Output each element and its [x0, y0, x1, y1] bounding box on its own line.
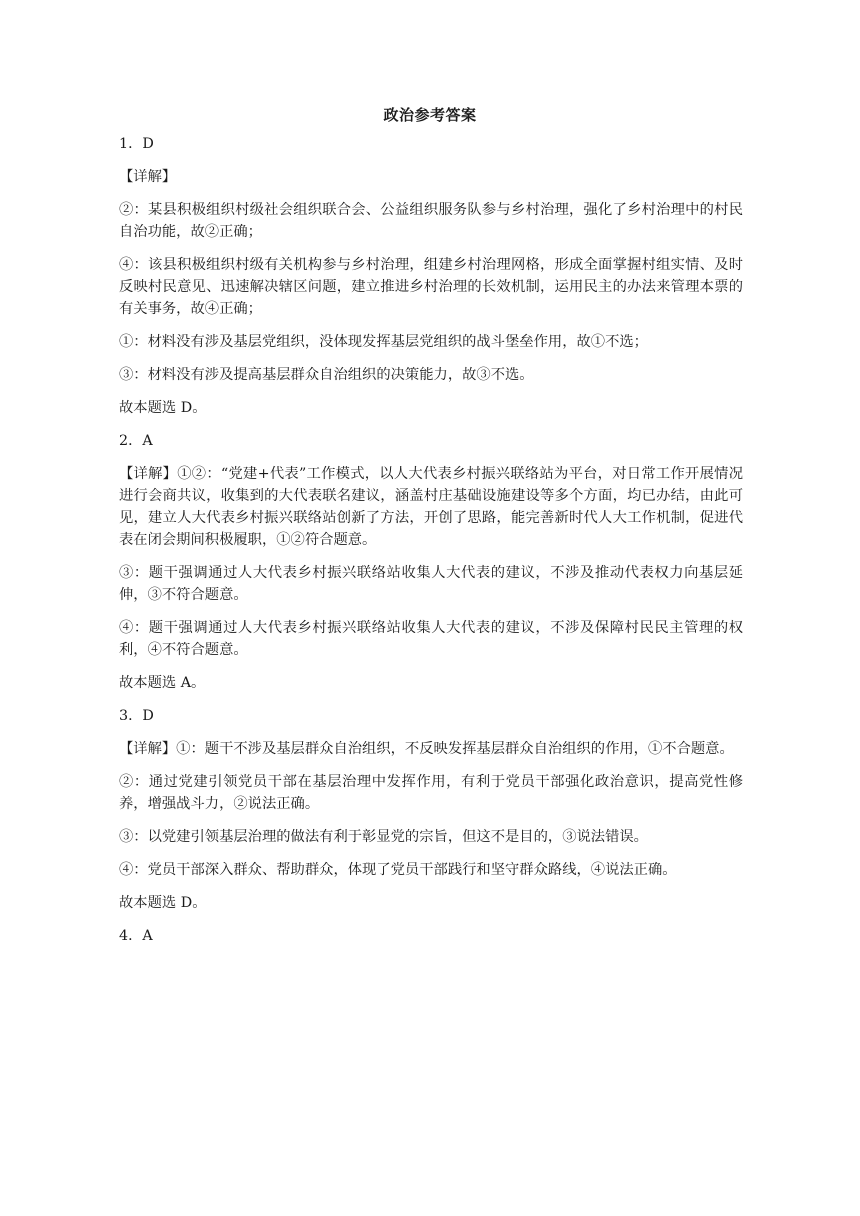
explanation-paragraph: ④：党员干部深入群众、帮助群众，体现了党员干部践行和坚守群众路线，④说法正确。 — [119, 862, 677, 878]
question-number: 2．A — [119, 433, 153, 449]
question-number: 3．D — [119, 708, 154, 724]
answer-conclusion: 故本题选 D。 — [119, 895, 207, 911]
explanation-paragraph: 【详解】①②：“党建+代表”工作模式，以人大代表乡村振兴联络站为平台，对日常工作开展情况进行会商共议，收集到的大代表联名建议，涵盖村庄基础设施建设等多个方面，均已办结，由此可见，建立人大代表乡村振兴联络站创新了方法，开创了思路，能完善新时代人大工作机制，促进代表在闭会期间积极履职，①②符合题意。 — [119, 466, 743, 548]
answer-conclusion: 故本题选 A。 — [119, 675, 206, 691]
explanation-heading: 【详解】 — [119, 169, 177, 185]
explanation-paragraph: ③：材料没有涉及提高基层群众自治组织的决策能力，故③不选。 — [119, 367, 534, 383]
explanation-paragraph: 【详解】①：题干不涉及基层群众自治组织，不反映发挥基层群众自治组织的作用，①不合题意。 — [119, 741, 734, 757]
explanation-paragraph: ④：该县积极组织村级有关机构参与乡村治理，组建乡村治理网格，形成全面掌握村组实情、及时反映村民意见、迅速解决辖区问题，建立推进乡村治理的长效机制，运用民主的办法来管理本票的有关事务，故④正确； — [119, 257, 743, 317]
explanation-paragraph: ①：材料没有涉及基层党组织，没体现发挥基层党组织的战斗堡垒作用，故①不选； — [119, 334, 648, 350]
question-number: 4．A — [119, 928, 153, 944]
explanation-paragraph: ④：题干强调通过人大代表乡村振兴联络站收集人大代表的建议，不涉及保障村民民主管理的权利，④不符合题意。 — [119, 620, 743, 658]
explanation-paragraph: ③：题干强调通过人大代表乡村振兴联络站收集人大代表的建议，不涉及推动代表权力向基层延伸，③不符合题意。 — [119, 565, 743, 603]
page-title: 政治参考答案 — [383, 106, 477, 124]
question-number: 1．D — [119, 136, 154, 152]
explanation-paragraph: ②：通过党建引领党员干部在基层治理中发挥作用，有利于党员干部强化政治意识，提高党性修养，增强战斗力，②说法正确。 — [119, 774, 743, 812]
answer-conclusion: 故本题选 D。 — [119, 400, 207, 416]
explanation-paragraph: ③：以党建引领基层治理的做法有利于彰显党的宗旨，但这不是目的，③说法错误。 — [119, 829, 648, 845]
answer-content — [119, 133, 743, 958]
explanation-paragraph: ②：某县积极组织村级社会组织联合会、公益组织服务队参与乡村治理，强化了乡村治理中的村民自治功能，故②正确； — [119, 202, 743, 240]
